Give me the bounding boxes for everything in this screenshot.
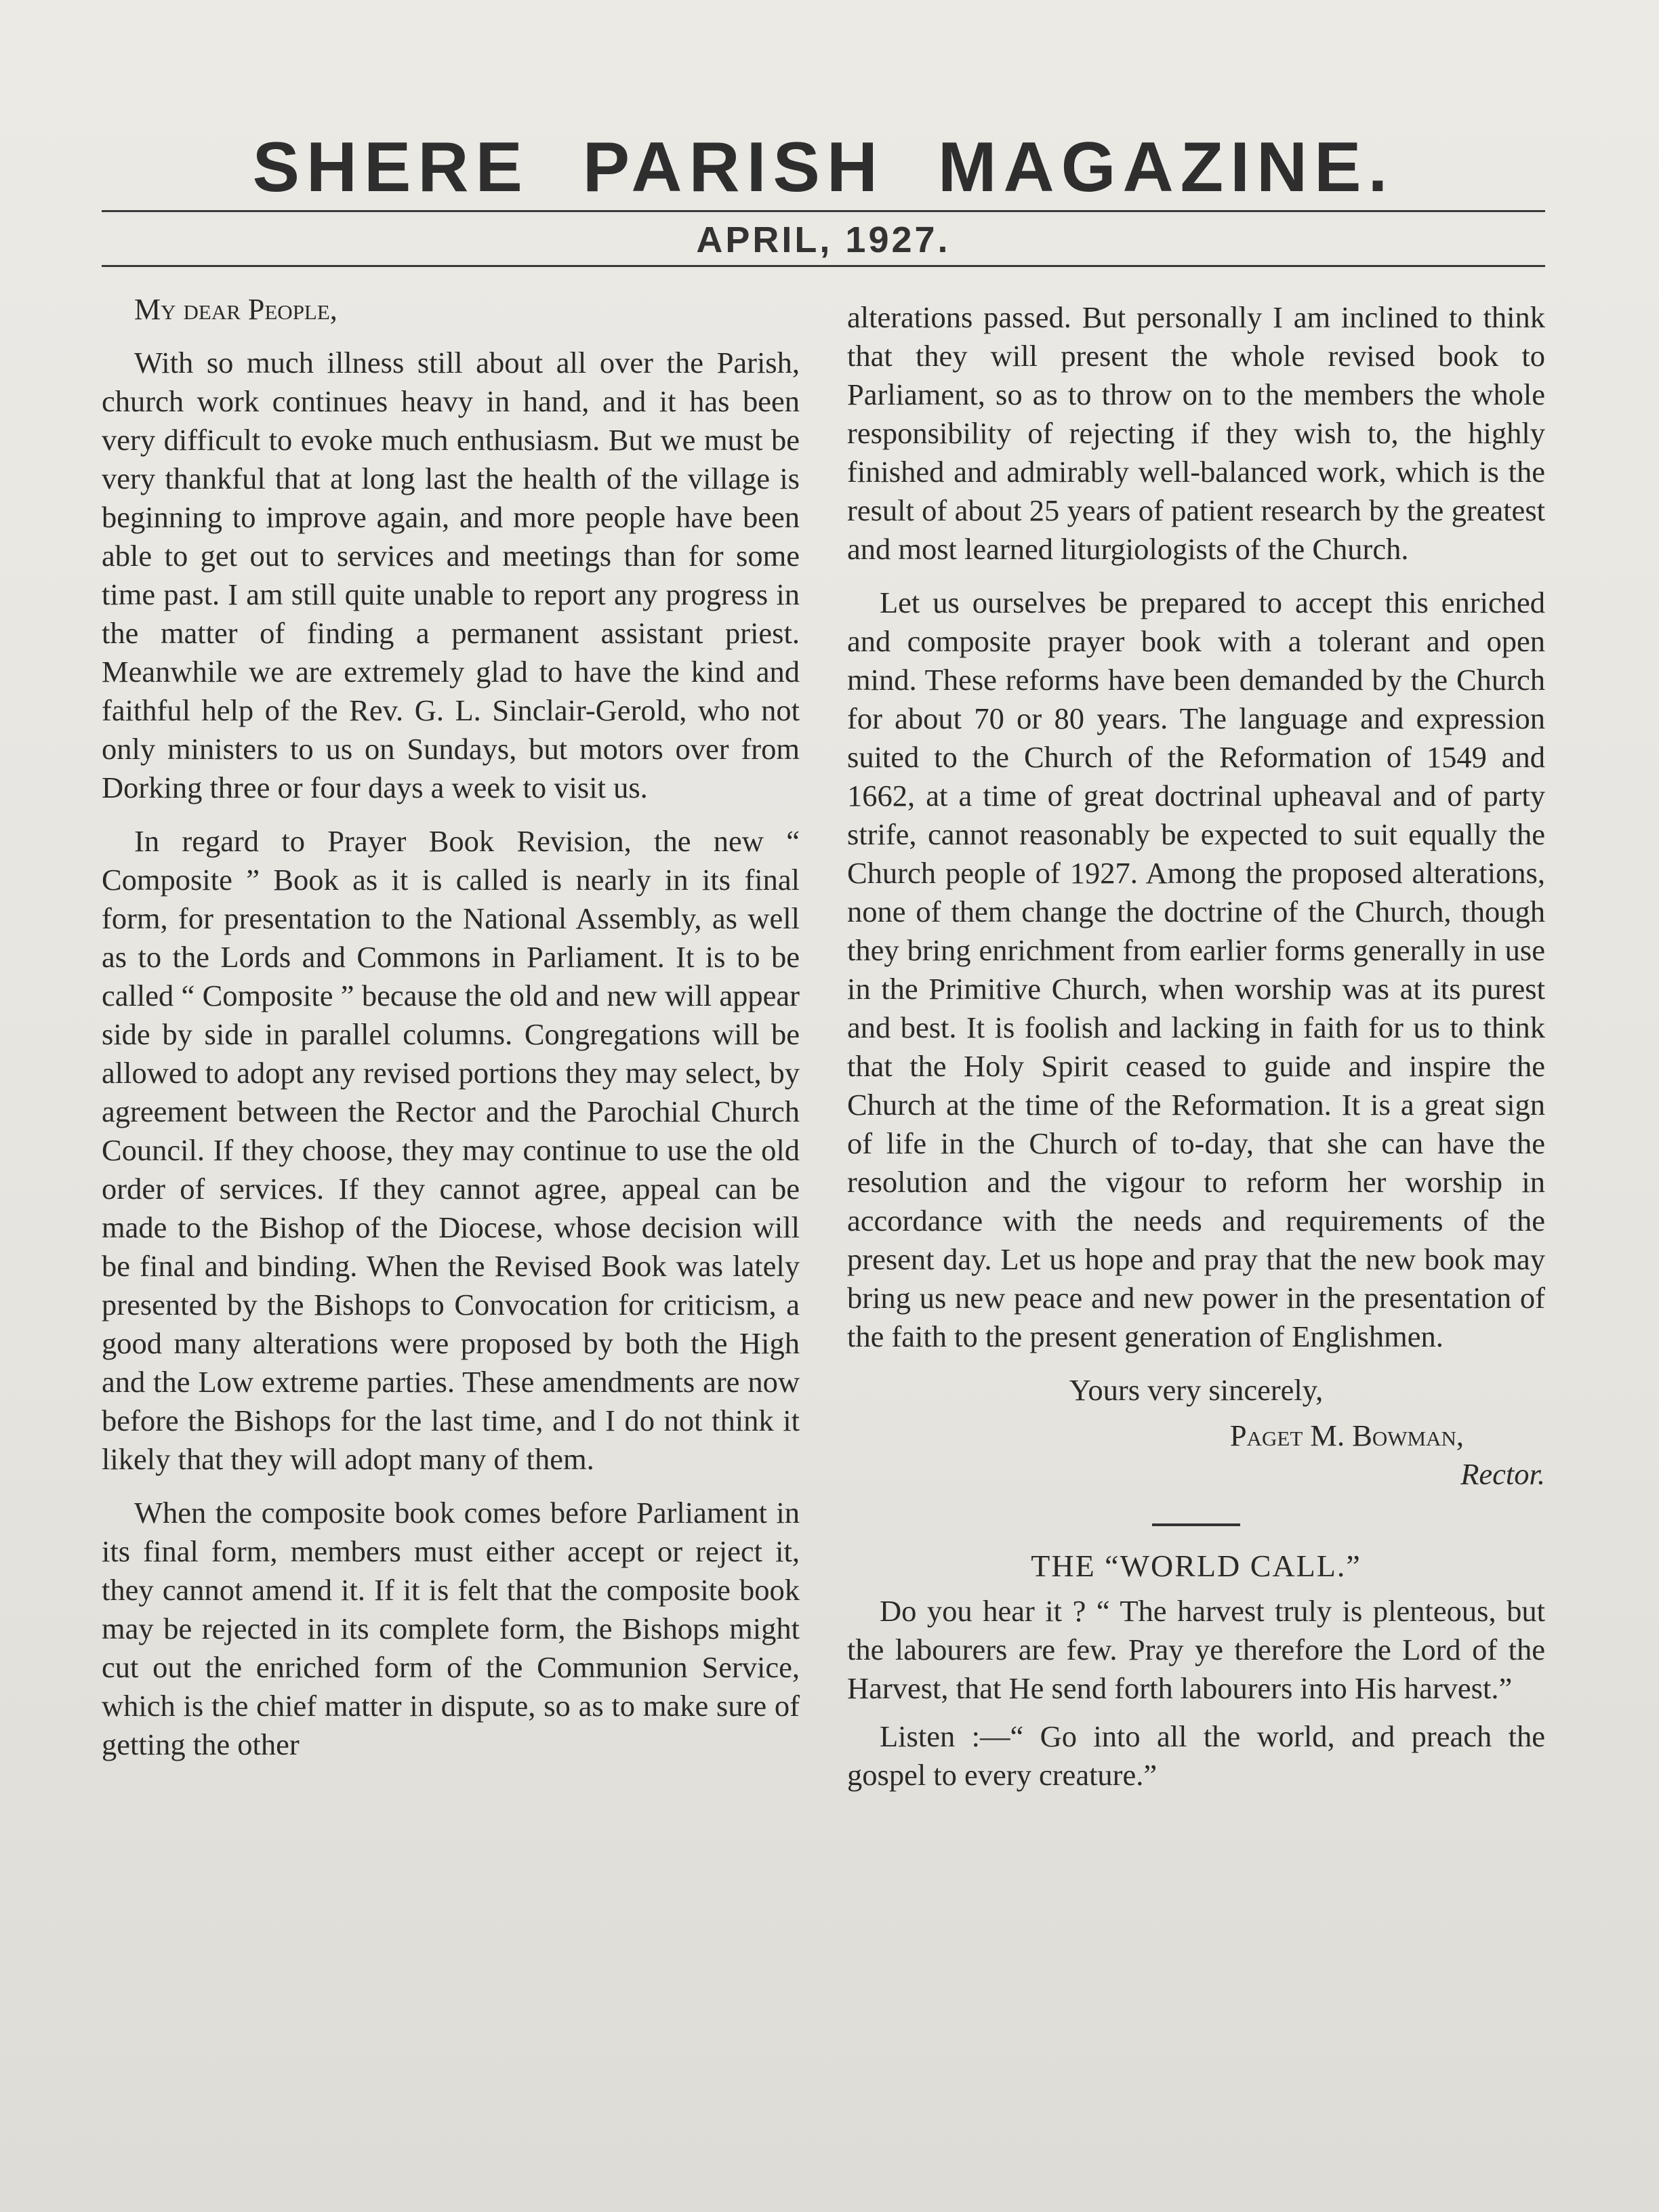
letter-closing: Yours very sincerely,: [1069, 1373, 1324, 1407]
letter-paragraph: When the composite book comes before Parliament in its final form, members must either accept or reject it, they cannot amend it. If it is felt that the composite book may be rejected in its complete form, the Bishops might cut out the enriched form of the Communion Service, which is the chief matter in dispute, so as to make sure of getting the other: [102, 1496, 800, 1761]
section-divider: [1152, 1523, 1240, 1526]
salutation: My dear People,: [134, 293, 337, 326]
letter-paragraph-continued: alterations passed. But personally I am inclined to think that they will present the whole revised book to Parliament, so as to throw on to the members the whole responsibility of rejecting if they wish to, the highly finished and admirably well-balanced work, which is the result of about 25 years of patient research by the greatest and most learned liturgiologists of the Church.: [847, 300, 1545, 566]
issue-date: APRIL, 1927.: [696, 220, 951, 261]
signature: Paget M. Bowman,: [1229, 1418, 1464, 1452]
right-column: [847, 298, 1545, 1804]
world-call-paragraph: Do you hear it ? “ The harvest truly is plenteous, but the labourers are few. Pray ye therefore the Lord of the Harvest, that He send forth labourers into His harvest.”: [847, 1594, 1545, 1705]
world-call-paragraph: Listen :—“ Go into all the world, and preach the gospel to every creature.”: [847, 1719, 1545, 1792]
masthead: [102, 129, 1545, 267]
letter-paragraph: In regard to Prayer Book Revision, the new “ Composite ” Book as it is called is nearly in its final form, for presentation to the National Assembly, as well as to the Lords and Commons in Parliament. It is to be called “ Composite ” because the old and new will appear side by side in parallel columns. Congregations will be allowed to adopt any revised portions they may select, by agreement between the Rector and the Parochial Church Council. If they choose, they may continue to use the old order of services. If they cannot agree, appeal can be made to the Bishop of the Diocese, whose decision will be final and binding. When the Revised Book was lately presented by the Bishops to Convocation for criticism, a good many alterations were proposed by both the High and the Low extreme parties. These amendments are now before the Bishops for the last time, and I do not think it likely that they will adopt many of them.: [102, 824, 800, 1476]
world-call-section: [847, 1592, 1545, 1795]
date-rule: [102, 265, 1545, 267]
letter-paragraph: Let us ourselves be prepared to accept this enriched and composite prayer book with a tolerant and open mind. These reforms have been demanded by the Church for about 70 or 80 years. The language and expression suited to the Church of the Reformation of 1549 and 1662, at a time of great doctrinal upheaval and of party strife, cannot reasonably be expected to suit equally the Church people of 1927. Among the proposed alterations, none of them change the doctrine of the Church, though they bring enrichment from earlier forms generally in use in the Primitive Church, when worship was at its purest and best. It is foolish and lacking in faith for us to think that the Holy Spirit ceased to guide and inspire the Church at the time of the Reformation. It is a great sign of life in the Church of to-day, that she can have the resolution and the vigour to reform her worship in accordance with the needs and requirements of the present day. Let us hope and pray that the new book may bring us new peace and new power in the presentation of the faith to the present generation of Englishmen.: [847, 586, 1545, 1353]
world-call-title: THE “WORLD CALL.”: [1031, 1549, 1361, 1583]
signatory-role: Rector.: [1460, 1457, 1545, 1491]
left-column: [102, 290, 800, 1779]
magazine-title: SHERE PARISH MAGAZINE.: [252, 128, 1395, 207]
letter-paragraph: With so much illness still about all over the Parish, church work continues heavy in hand, and it has been very difficult to evoke much enthusiasm. But we must be very thankful that at long last the health of the village is beginning to improve again, and more people have been able to get out to services and meetings than for some time past. I am still quite unable to report any progress in the matter of finding a permanent assistant priest. Meanwhile we are extremely glad to have the kind and faithful help of the Rev. G. L. Sinclair-Gerold, who not only ministers to us on Sundays, but motors over from Dorking three or four days a week to visit us.: [102, 346, 800, 804]
